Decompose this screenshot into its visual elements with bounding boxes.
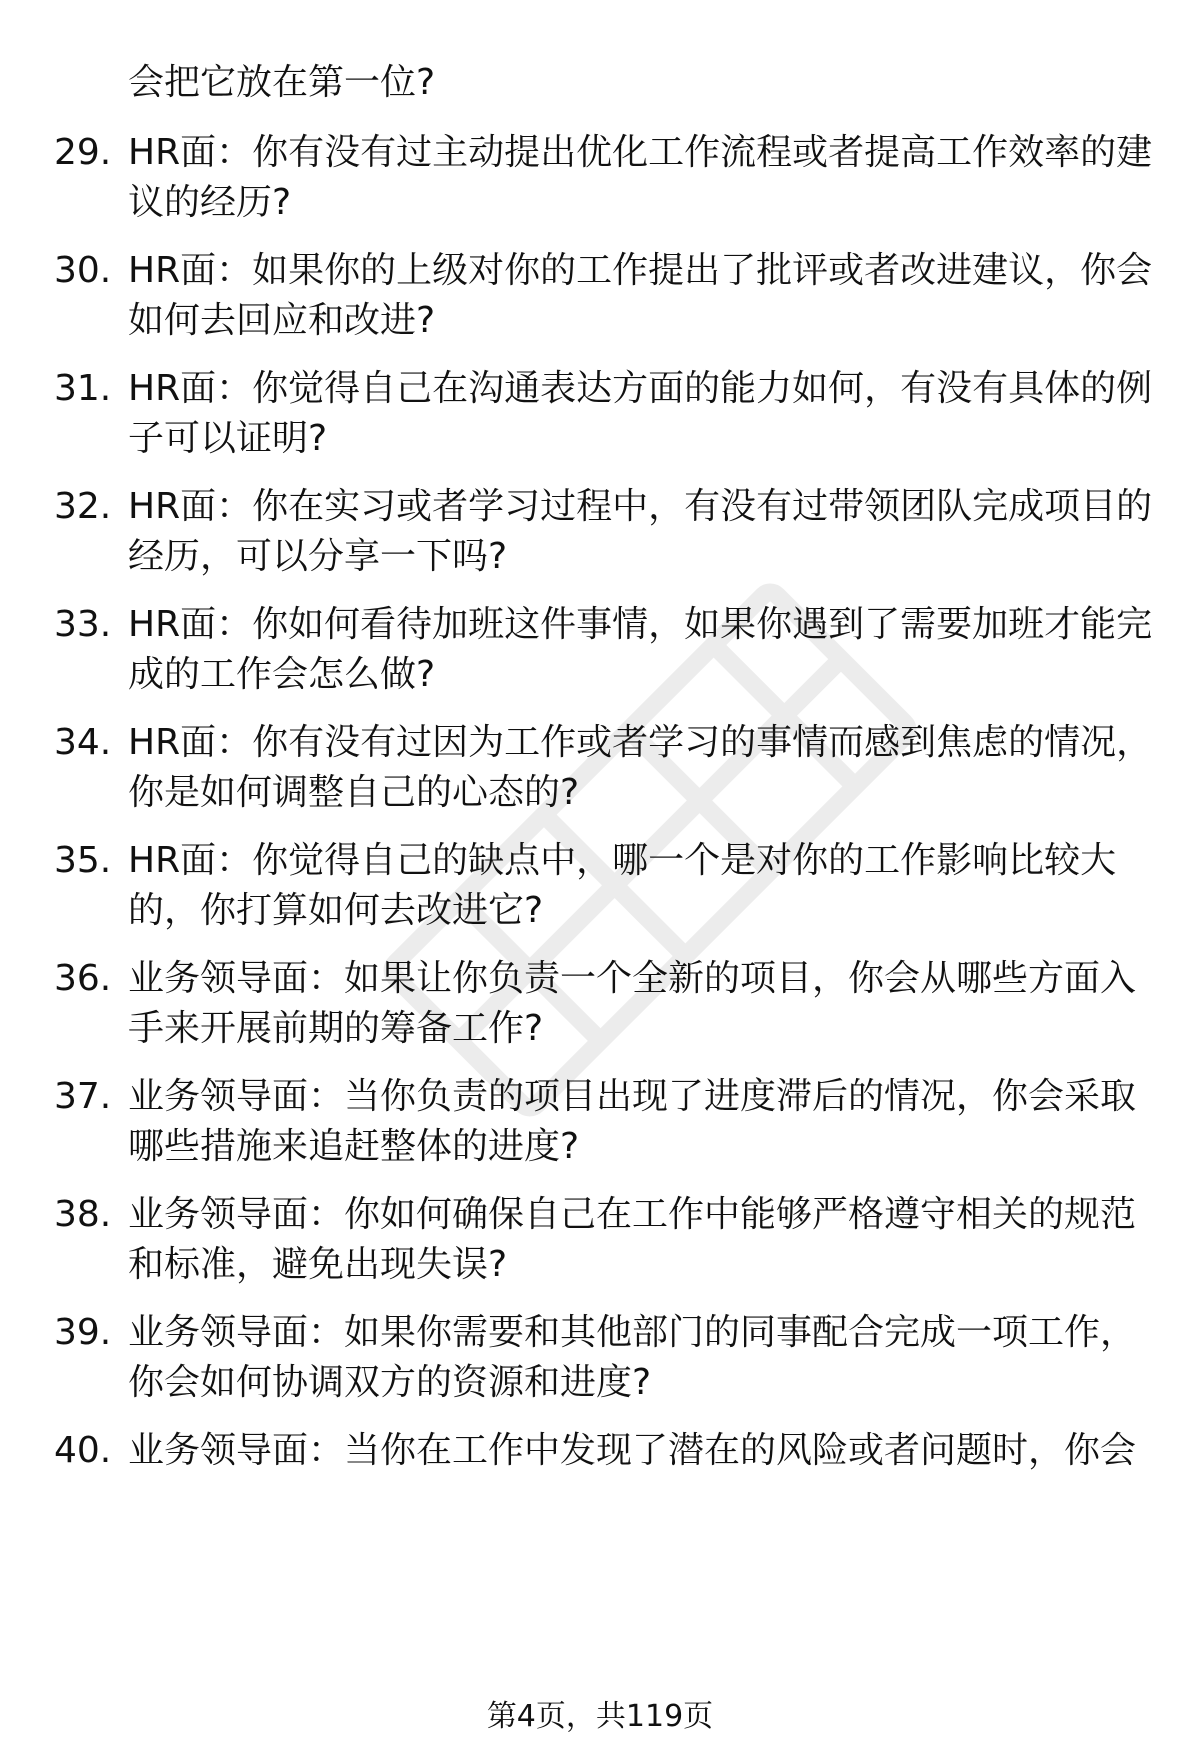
question-item [54, 1190, 1154, 1290]
question-item [54, 600, 1154, 700]
question-number: 40. [54, 1430, 112, 1471]
question-text: 业务领导面：如果让你负责一个全新的项目，你会从哪些方面入手来开展前期的筹备工作? [128, 958, 1137, 1049]
question-item [54, 836, 1154, 936]
question-text: HR面：你在实习或者学习过程中，有没有过带领团队完成项目的经历，可以分享一下吗? [128, 486, 1153, 577]
question-text: HR面：你觉得自己在沟通表达方面的能力如何，有没有具体的例子可以证明? [128, 368, 1153, 459]
question-number: 36. [54, 958, 112, 999]
question-item [54, 718, 1154, 818]
question-item [54, 364, 1154, 464]
question-text: 业务领导面：当你负责的项目出现了进度滞后的情况，你会采取哪些措施来追赶整体的进度? [128, 1076, 1137, 1167]
question-number: 34. [54, 722, 112, 763]
question-item [54, 954, 1154, 1054]
question-number: 38. [54, 1194, 112, 1235]
question-text: 业务领导面：如果你需要和其他部门的同事配合完成一项工作，你会如何协调双方的资源和进度? [128, 1312, 1137, 1403]
question-text: HR面：你有没有过因为工作或者学习的事情而感到焦虑的情况，你是如何调整自己的心态的? [128, 722, 1153, 813]
question-item [54, 1426, 1154, 1476]
continuation-line: 会把它放在第一位? [128, 62, 436, 103]
question-text: 业务领导面：你如何确保自己在工作中能够严格遵守相关的规范和标准，避免出现失误? [128, 1194, 1137, 1285]
question-item [54, 482, 1154, 582]
question-text: 业务领导面：当你在工作中发现了潜在的风险或者问题时，你会 [128, 1430, 1137, 1471]
page-footer: 第4页，共119页 [486, 1699, 714, 1734]
question-text: HR面：你觉得自己的缺点中，哪一个是对你的工作影响比较大的，你打算如何去改进它? [128, 840, 1117, 931]
question-number: 30. [54, 250, 112, 291]
question-number: 39. [54, 1312, 112, 1353]
question-item [54, 1072, 1154, 1172]
question-item [54, 246, 1154, 346]
question-item [54, 128, 1154, 228]
question-number: 32. [54, 486, 112, 527]
question-number: 31. [54, 368, 112, 409]
question-text: HR面：你有没有过主动提出优化工作流程或者提高工作效率的建议的经历? [128, 132, 1153, 223]
question-item [54, 1308, 1154, 1408]
question-number: 37. [54, 1076, 112, 1117]
question-number: 33. [54, 604, 112, 645]
question-number: 35. [54, 840, 112, 881]
question-text: HR面：你如何看待加班这件事情，如果你遇到了需要加班才能完成的工作会怎么做? [128, 604, 1153, 695]
question-text: HR面：如果你的上级对你的工作提出了批评或者改进建议，你会如何去回应和改进? [128, 250, 1153, 341]
question-number: 29. [54, 132, 112, 173]
